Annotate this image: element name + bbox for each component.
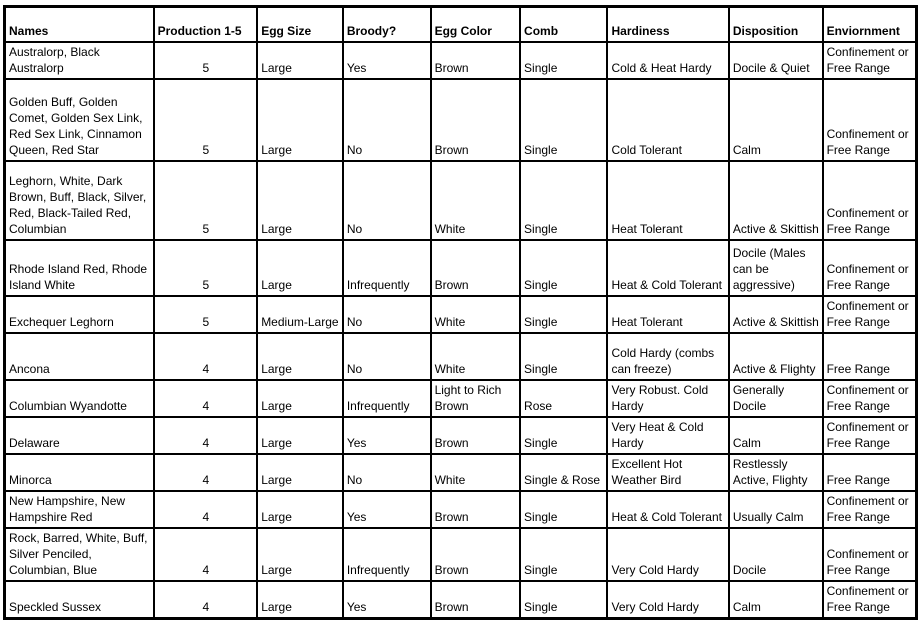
cell-names: Delaware: [5, 417, 154, 454]
cell-egg-color: Brown: [431, 79, 520, 161]
cell-comb: Single & Rose: [520, 454, 607, 491]
cell-names: Leghorn, White, Dark Brown, Buff, Black, Silver, Red, Black-Tailed Red, Columbian: [5, 161, 154, 240]
cell-hardiness: Excellent Hot Weather Bird: [607, 454, 728, 491]
column-header-comb: Comb: [520, 7, 607, 43]
cell-egg-size: Large: [257, 79, 343, 161]
cell-egg-size: Large: [257, 454, 343, 491]
cell-disposition: Calm: [729, 79, 823, 161]
cell-disposition: Usually Calm: [729, 491, 823, 528]
cell-production: 4: [154, 581, 258, 619]
cell-production: 5: [154, 240, 258, 296]
table-row: [5, 380, 917, 417]
table-row: [5, 333, 917, 380]
cell-egg-size: Large: [257, 581, 343, 619]
cell-broody: Yes: [343, 417, 431, 454]
table-row: [5, 417, 917, 454]
cell-environment: Confinement or Free Range: [823, 42, 917, 79]
column-header-production: Production 1-5: [154, 7, 258, 43]
breed-comparison-table: [3, 5, 918, 620]
cell-hardiness: Very Heat & Cold Hardy: [607, 417, 728, 454]
cell-hardiness: Heat Tolerant: [607, 161, 728, 240]
cell-broody: Yes: [343, 581, 431, 619]
cell-names: Ancona: [5, 333, 154, 380]
cell-environment: Confinement or Free Range: [823, 296, 917, 333]
cell-production: 4: [154, 491, 258, 528]
cell-environment: Confinement or Free Range: [823, 380, 917, 417]
cell-hardiness: Cold Tolerant: [607, 79, 728, 161]
cell-disposition: Restlessly Active, Flighty: [729, 454, 823, 491]
cell-disposition: Active & Flighty: [729, 333, 823, 380]
cell-production: 4: [154, 454, 258, 491]
cell-production: 4: [154, 333, 258, 380]
cell-egg-color: White: [431, 333, 520, 380]
cell-environment: Free Range: [823, 333, 917, 380]
cell-disposition: Generally Docile: [729, 380, 823, 417]
cell-egg-size: Large: [257, 42, 343, 79]
column-header-egg-color: Egg Color: [431, 7, 520, 43]
cell-egg-color: Brown: [431, 240, 520, 296]
cell-comb: Rose: [520, 380, 607, 417]
cell-production: 4: [154, 528, 258, 581]
table-row: [5, 240, 917, 296]
table-row: [5, 528, 917, 581]
cell-production: 5: [154, 42, 258, 79]
cell-production: 4: [154, 380, 258, 417]
cell-hardiness: Very Robust. Cold Hardy: [607, 380, 728, 417]
cell-hardiness: Heat Tolerant: [607, 296, 728, 333]
cell-egg-color: White: [431, 296, 520, 333]
cell-broody: Infrequently: [343, 240, 431, 296]
table-row: [5, 296, 917, 333]
cell-environment: Confinement or Free Range: [823, 528, 917, 581]
cell-comb: Single: [520, 333, 607, 380]
cell-broody: Yes: [343, 42, 431, 79]
cell-production: 5: [154, 161, 258, 240]
cell-hardiness: Very Cold Hardy: [607, 528, 728, 581]
cell-environment: Confinement or Free Range: [823, 491, 917, 528]
column-header-names: Names: [5, 7, 154, 43]
table-row: [5, 79, 917, 161]
column-header-broody: Broody?: [343, 7, 431, 43]
cell-disposition: Active & Skittish: [729, 161, 823, 240]
cell-environment: Free Range: [823, 454, 917, 491]
cell-environment: Confinement or Free Range: [823, 581, 917, 619]
table-row: [5, 42, 917, 79]
cell-egg-size: Large: [257, 240, 343, 296]
cell-hardiness: Very Cold Hardy: [607, 581, 728, 619]
cell-environment: Confinement or Free Range: [823, 417, 917, 454]
cell-comb: Single: [520, 79, 607, 161]
table-row: [5, 454, 917, 491]
cell-broody: No: [343, 161, 431, 240]
cell-names: Golden Buff, Golden Comet, Golden Sex Link, Red Sex Link, Cinnamon Queen, Red Star: [5, 79, 154, 161]
cell-disposition: Docile (Males can be aggressive): [729, 240, 823, 296]
cell-names: Columbian Wyandotte: [5, 380, 154, 417]
cell-egg-color: Brown: [431, 491, 520, 528]
cell-egg-color: Brown: [431, 528, 520, 581]
cell-environment: Confinement or Free Range: [823, 161, 917, 240]
column-header-environment: Enviornment: [823, 7, 917, 43]
cell-names: Speckled Sussex: [5, 581, 154, 619]
table-row: [5, 581, 917, 619]
cell-egg-size: Large: [257, 333, 343, 380]
cell-egg-size: Large: [257, 528, 343, 581]
column-header-egg-size: Egg Size: [257, 7, 343, 43]
cell-production: 5: [154, 79, 258, 161]
cell-disposition: Docile: [729, 528, 823, 581]
cell-hardiness: Heat & Cold Tolerant: [607, 491, 728, 528]
cell-broody: No: [343, 79, 431, 161]
cell-comb: Single: [520, 581, 607, 619]
cell-broody: No: [343, 333, 431, 380]
column-header-disposition: Disposition: [729, 7, 823, 43]
cell-production: 5: [154, 296, 258, 333]
cell-comb: Single: [520, 240, 607, 296]
cell-egg-color: Brown: [431, 581, 520, 619]
cell-egg-color: White: [431, 454, 520, 491]
cell-environment: Confinement or Free Range: [823, 79, 917, 161]
cell-hardiness: Heat & Cold Tolerant: [607, 240, 728, 296]
cell-names: Rock, Barred, White, Buff, Silver Penciled, Columbian, Blue: [5, 528, 154, 581]
cell-disposition: Active & Skittish: [729, 296, 823, 333]
cell-names: Exchequer Leghorn: [5, 296, 154, 333]
table-row: [5, 491, 917, 528]
cell-hardiness: Cold Hardy (combs can freeze): [607, 333, 728, 380]
cell-egg-size: Large: [257, 417, 343, 454]
table-body: [5, 42, 917, 619]
cell-broody: Infrequently: [343, 380, 431, 417]
cell-egg-size: Large: [257, 161, 343, 240]
cell-hardiness: Cold & Heat Hardy: [607, 42, 728, 79]
cell-comb: Single: [520, 491, 607, 528]
cell-broody: No: [343, 296, 431, 333]
cell-disposition: Calm: [729, 417, 823, 454]
table-row: [5, 161, 917, 240]
cell-environment: Confinement or Free Range: [823, 240, 917, 296]
cell-egg-color: White: [431, 161, 520, 240]
cell-egg-size: Large: [257, 491, 343, 528]
cell-egg-size: Medium-Large: [257, 296, 343, 333]
cell-production: 4: [154, 417, 258, 454]
cell-broody: Yes: [343, 491, 431, 528]
header-row: [5, 7, 917, 43]
cell-names: Australorp, Black Australorp: [5, 42, 154, 79]
cell-names: Rhode Island Red, Rhode Island White: [5, 240, 154, 296]
cell-comb: Single: [520, 296, 607, 333]
cell-broody: Infrequently: [343, 528, 431, 581]
cell-broody: No: [343, 454, 431, 491]
cell-comb: Single: [520, 528, 607, 581]
cell-disposition: Calm: [729, 581, 823, 619]
cell-egg-color: Brown: [431, 42, 520, 79]
cell-egg-size: Large: [257, 380, 343, 417]
cell-comb: Single: [520, 417, 607, 454]
cell-disposition: Docile & Quiet: [729, 42, 823, 79]
cell-names: Minorca: [5, 454, 154, 491]
cell-egg-color: Brown: [431, 417, 520, 454]
column-header-hardiness: Hardiness: [607, 7, 728, 43]
cell-comb: Single: [520, 161, 607, 240]
cell-comb: Single: [520, 42, 607, 79]
cell-egg-color: Light to Rich Brown: [431, 380, 520, 417]
cell-names: New Hampshire, New Hampshire Red: [5, 491, 154, 528]
